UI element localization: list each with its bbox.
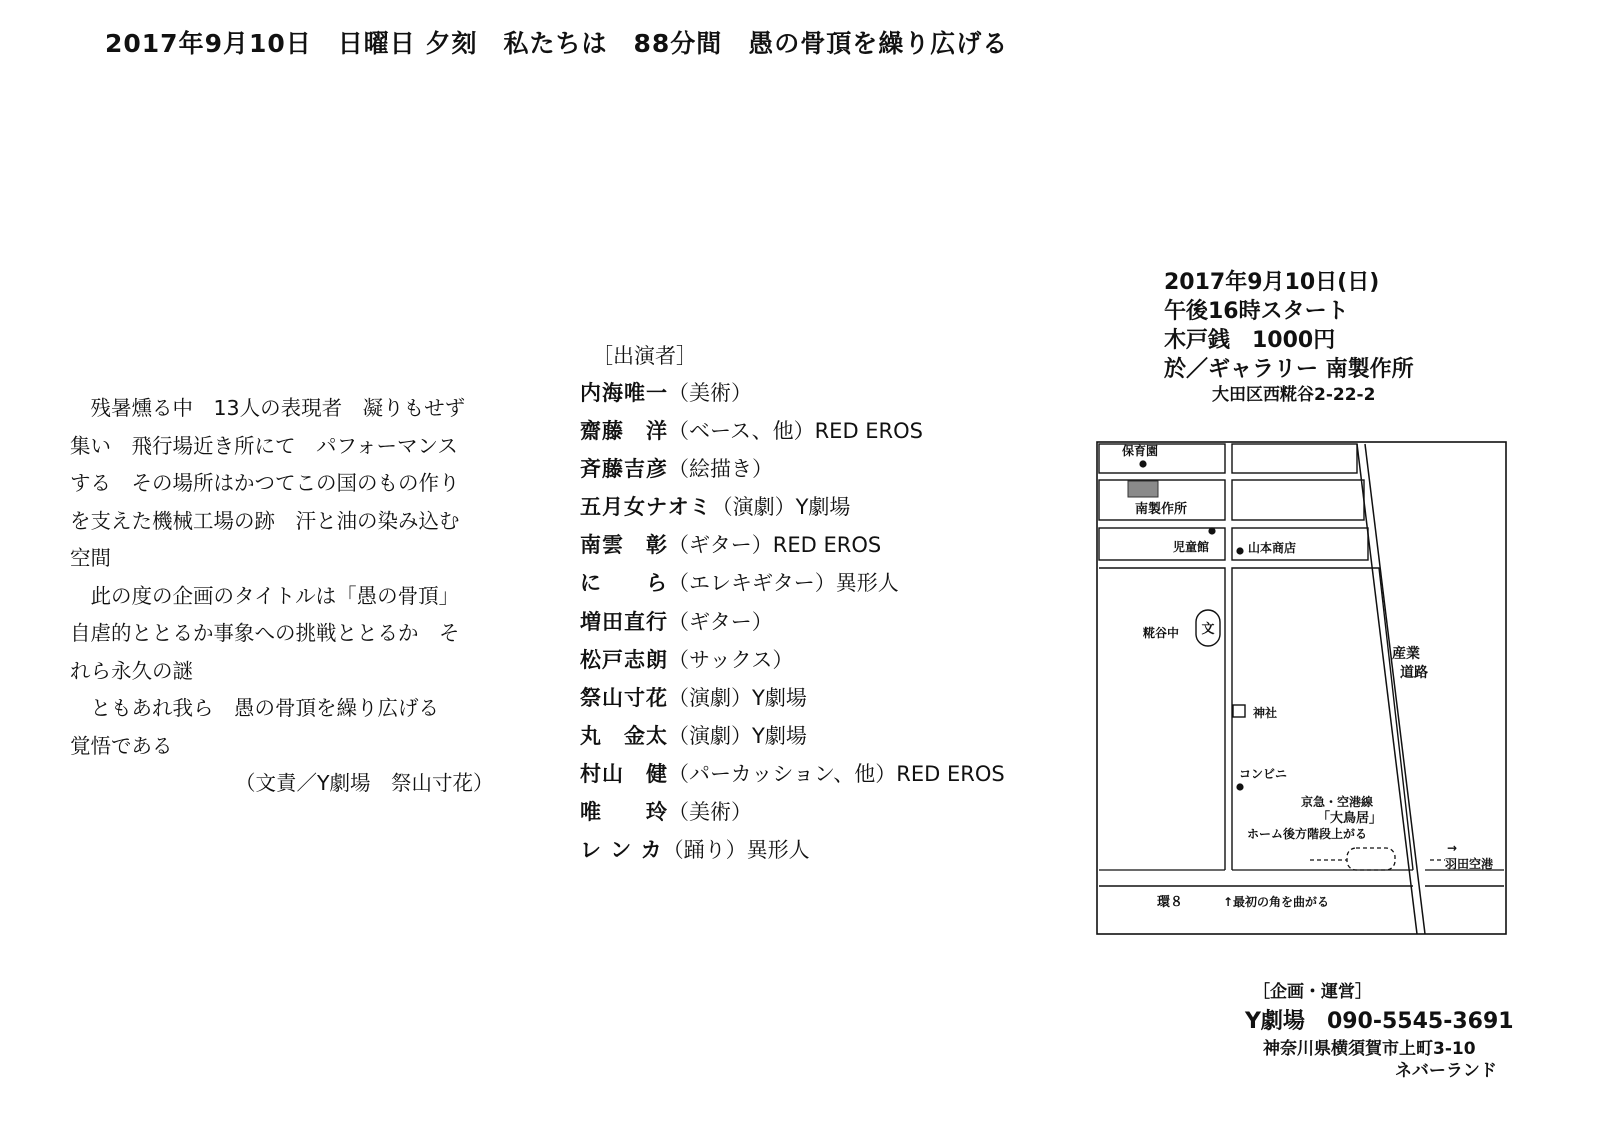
industrial-road-right — [1365, 444, 1425, 934]
map-label-train-line: 京急・空港線 — [1301, 795, 1374, 809]
shrine-marker — [1233, 705, 1245, 717]
map-label-shrine: 神社 — [1253, 706, 1278, 720]
organizer-venue-name: ネバーランド — [1395, 1061, 1497, 1081]
event-info — [1164, 268, 1414, 406]
block-school — [1099, 568, 1225, 870]
map-label-station-note: ホーム後方階段上がる — [1247, 827, 1368, 841]
performer-row — [580, 603, 1005, 641]
block-mid-right — [1232, 480, 1364, 520]
performer-role: （演劇）Y劇場 — [668, 685, 807, 710]
performer-role: （演劇）Y劇場 — [711, 495, 851, 520]
performer-row — [580, 793, 1005, 831]
performer-role: （ギター）RED EROS — [668, 533, 882, 558]
performer-name: レ ン カ — [580, 838, 663, 863]
performer-row — [580, 412, 1005, 450]
performer-row — [580, 450, 1005, 488]
performer-name: 南雲 彰 — [580, 533, 668, 558]
performer-name: 内海唯一 — [580, 381, 668, 405]
performer-role: （美術） — [668, 381, 752, 405]
map-label-venue: 南製作所 — [1135, 502, 1188, 517]
map-label-airport: 羽田空港 — [1445, 857, 1494, 871]
performer-name: 丸 金太 — [580, 723, 668, 748]
block-upper-right — [1232, 444, 1357, 473]
map-drawing — [1095, 440, 1510, 938]
performer-row — [580, 755, 1005, 793]
performer-role: （エレキギター）異形人 — [668, 571, 899, 596]
event-date: 2017年9月10日(日) — [1164, 270, 1380, 295]
organizer-name-phone — [1225, 1006, 1514, 1038]
essay-line: を支えた機械工場の跡 汗と油の染み込む — [70, 508, 460, 533]
performer-row — [580, 679, 1005, 717]
essay-line: ともあれ我ら 愚の骨頂を繰り広げる — [70, 696, 439, 720]
performer-name: 唯 玲 — [580, 800, 668, 825]
performer-name: に ら — [580, 571, 668, 596]
essay-line: 覚悟である — [70, 733, 173, 758]
performer-role: （踊り）異形人 — [662, 838, 810, 863]
convenience-marker — [1236, 783, 1243, 790]
essay-line: 集い 飛行場近き所にて パフォーマンス — [70, 433, 458, 458]
event-fee: 木戸銭 1000円 — [1164, 328, 1336, 353]
essay-line: する その場所はかつてこの国のもの作り — [70, 471, 460, 495]
event-venue: 於／ギャラリー 南製作所 — [1164, 357, 1414, 382]
performer-row — [580, 831, 1005, 869]
organizer-phone: 090-5545-3691 — [1326, 1009, 1514, 1034]
block-nursery — [1099, 444, 1225, 473]
map-label-industrial-road-2: 道路 — [1400, 665, 1428, 681]
performer-row — [580, 526, 1005, 564]
map-label-yamamoto: 山本商店 — [1248, 541, 1297, 555]
organizer-name: Y劇場 — [1245, 1009, 1305, 1034]
event-start-time: 午後16時スタート — [1164, 299, 1349, 324]
map-label-ring8: 環８ — [1157, 895, 1184, 910]
essay-line: 残暑燻る中 13人の表現者 凝りもせず — [70, 396, 466, 420]
map-label-turn-note: ↑最初の角を曲がる — [1223, 895, 1330, 909]
venue-map — [1095, 440, 1510, 938]
yamamoto-marker — [1236, 547, 1243, 554]
industrial-road-left — [1357, 444, 1417, 934]
map-label-childrens-hall: 児童館 — [1173, 540, 1210, 554]
page-title: 2017年9月10日 日曜日 夕刻 私たちは 88分間 愚の骨頂を繰り広げる — [105, 29, 1009, 58]
map-label-nursery: 保育園 — [1122, 444, 1159, 458]
performer-row — [580, 488, 1005, 526]
performer-role: （ギター） — [668, 609, 773, 634]
essay-signature: （文責／Y劇場 祭山寸花） — [235, 771, 494, 795]
performer-name: 村山 健 — [580, 761, 668, 786]
performer-row — [580, 717, 1005, 755]
performer-name: 増田直行 — [580, 609, 668, 634]
childrens-hall-marker — [1208, 527, 1215, 534]
venue-building — [1128, 481, 1158, 497]
performer-name: 五月女ナオミ — [580, 495, 712, 520]
essay-line: 空間 — [70, 546, 111, 570]
performer-name: 祭山寸花 — [580, 685, 668, 710]
map-label-industrial-road-1: 産業 — [1392, 646, 1420, 662]
organizer-address: 神奈川県横須賀市上町3-10 — [1263, 1039, 1476, 1059]
performers-list — [580, 338, 1005, 869]
performer-name: 齋藤 洋 — [580, 419, 668, 444]
event-address: 大田区西糀谷2-22-2 — [1212, 385, 1376, 405]
map-label-station: 「大鳥居」 — [1317, 811, 1383, 826]
map-label-airport-arrow: → — [1447, 841, 1458, 855]
performer-role: （美術） — [668, 800, 752, 825]
map-label-convenience: コンビニ — [1239, 767, 1288, 781]
essay-line: 此の度の企画のタイトルは「愚の骨頂」 — [70, 583, 460, 608]
performer-row — [580, 641, 1005, 679]
nursery-marker — [1139, 460, 1146, 467]
performer-role: （演劇）Y劇場 — [668, 723, 807, 748]
essay-line: 自虐的ととるか事象への挑戦ととるか そ — [70, 621, 460, 645]
station-outline — [1347, 848, 1395, 870]
essay-line: れら永久の謎 — [70, 658, 193, 683]
organizer-heading: ［企画・運営］ — [1253, 982, 1372, 1002]
performer-role: （ベース、他）RED EROS — [668, 419, 924, 444]
performer-name: 斉藤吉彦 — [580, 457, 668, 482]
performer-role: （絵描き） — [668, 457, 773, 482]
performer-role: （サックス） — [668, 647, 794, 672]
map-label-school: 糀谷中 — [1143, 626, 1180, 640]
map-label-school-symbol: 文 — [1201, 622, 1215, 637]
essay-text — [70, 390, 520, 803]
performer-row — [580, 374, 1005, 412]
performer-row — [580, 564, 1005, 602]
performer-name: 松戸志朗 — [580, 647, 668, 672]
performers-heading: ［出演者］ — [592, 344, 697, 368]
performer-role: （パーカッション、他）RED EROS — [668, 761, 1005, 786]
organizer-info — [1225, 978, 1514, 1082]
